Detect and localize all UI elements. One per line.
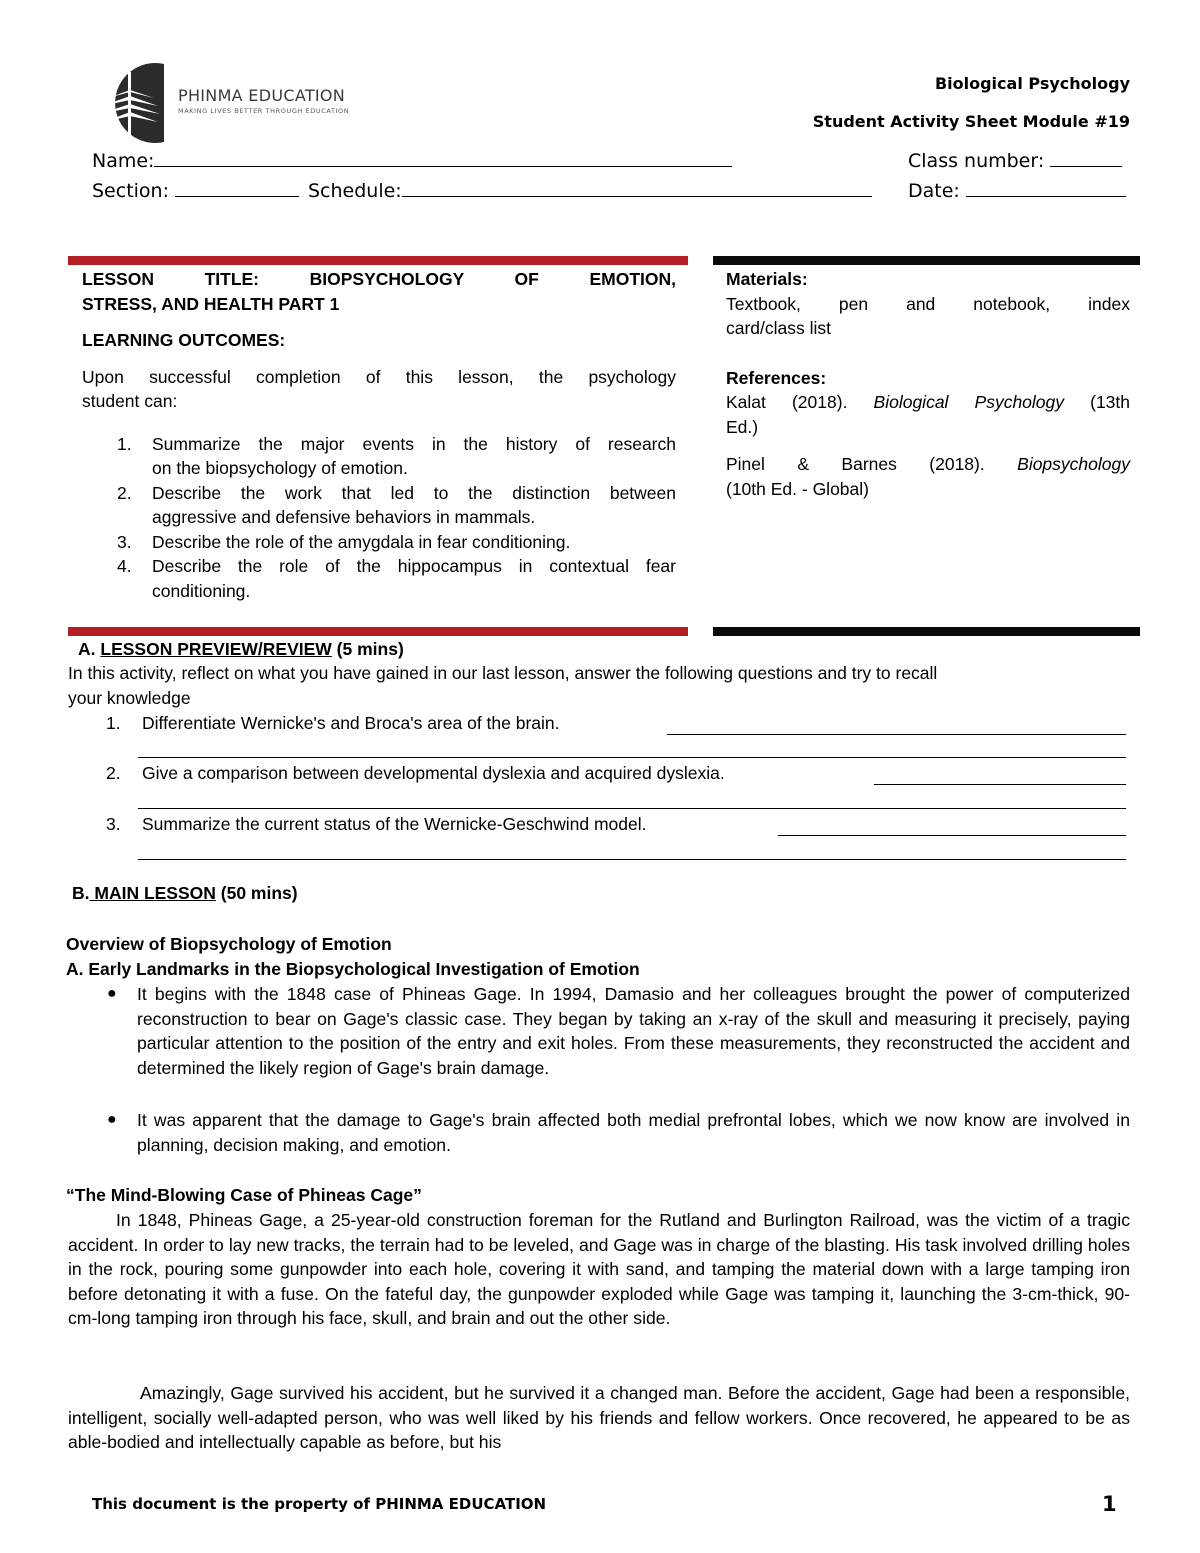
question-2 [106, 763, 725, 784]
class-number-label: Class number: [908, 150, 1045, 172]
course-title: Biological Psychology [934, 74, 1130, 93]
page-number: 1 [1102, 1492, 1117, 1516]
answer-line[interactable] [138, 859, 1126, 860]
section-line [175, 178, 299, 197]
right-top-bar [713, 256, 1140, 265]
reference-1 [726, 390, 1130, 415]
left-top-bar [68, 256, 688, 265]
name-line [154, 148, 732, 167]
outcome-item [82, 481, 676, 530]
footer-text: This document is the property of PHINMA EDUCATION [92, 1495, 547, 1513]
right-bottom-bar [713, 627, 1140, 636]
outcomes-list [82, 432, 676, 604]
phinma-logo [94, 62, 164, 144]
overview-heading: Overview of Biopsychology of Emotion [66, 934, 392, 954]
case-paragraph-1: In 1848, Phineas Gage, a 25-year-old construction foreman for the Rutland and Burlington Railroad, was the victim of a tragic accident. In order to lay new tracks, the terrain had to be leveled, and Gage was in charge of the blasting. His task involved drilling holes in the rock, pouring some gunpowder into each hole, covering it with sand, and tamping the material down with a large tamping iron before detonating it with a fuse. On the fateful day, the gunpowder exploded while Gage was tamping it, launching the 3-cm-thick, 90-cm-long tamping iron through his face, skull, and brain and out the other side. [68, 1210, 1130, 1328]
outcome-num: 3. [117, 531, 132, 552]
outcome-num: 2. [117, 482, 132, 503]
lesson-title-line1: LESSON TITLE: BIOPSYCHOLOGY OF EMOTION, [82, 269, 676, 289]
section-a-letter: A. [78, 639, 101, 659]
schedule-field[interactable] [308, 178, 872, 202]
outcome-text: Summarize the major events in the history of research [152, 433, 676, 454]
ref2-title: Biopsychology [1017, 454, 1130, 474]
section-b-heading [72, 881, 298, 906]
question-text: Give a comparison between developmental dyslexia and acquired dyslexia. [142, 763, 725, 783]
section-a-heading [78, 637, 404, 662]
schedule-label: Schedule: [308, 180, 402, 202]
class-number-line [1050, 148, 1122, 167]
outcome-num: 4. [117, 556, 132, 576]
section-a-intro-line1: In this activity, reflect on what you have gained in our last lesson, answer the following questions and try to recall [68, 663, 938, 683]
lesson-title-line2: STRESS, AND HEALTH PART 1 [82, 293, 340, 314]
answer-line[interactable] [874, 784, 1126, 785]
section-label: Section: [92, 180, 169, 202]
name-label: Name: [92, 150, 155, 172]
section-b-time: (50 mins) [215, 883, 298, 903]
ref2-author: Pinel & Barnes (2018). [726, 454, 1018, 474]
module-title: Student Activity Sheet Module #19 [812, 112, 1130, 131]
bullet-2: It was apparent that the damage to Gage's brain affected both medial prefrontal lobes, which we now know are involved in planning, decision making, and emotion. [137, 1110, 1130, 1155]
outcome-text: Describe the work that led to the distinction between [152, 482, 676, 503]
outcomes-intro-line2: student can: [82, 391, 178, 411]
bullet-dot: ● [107, 985, 117, 1002]
date-label: Date: [908, 180, 960, 202]
date-line [966, 178, 1126, 197]
outcome-num: 1. [117, 433, 132, 454]
org-name: PHINMA EDUCATION [178, 86, 346, 105]
question-num: 3. [106, 814, 121, 834]
ref1-title: Biological Psychology [873, 392, 1065, 412]
bullet-dot: ● [107, 1111, 117, 1128]
question-text: Differentiate Wernicke's and Broca's area of the brain. [142, 713, 560, 733]
class-number-field[interactable] [908, 148, 1122, 172]
materials-box [726, 267, 1130, 501]
left-bottom-bar [68, 627, 688, 636]
ref1-edition: (13th [1064, 392, 1131, 412]
name-field[interactable] [92, 148, 732, 172]
outcome-item [82, 530, 676, 555]
section-a-intro-line2: your knowledge [68, 687, 191, 708]
case-paragraph-2: Amazingly, Gage survived his accident, but he survived it a changed man. Before the accident, Gage had been a responsible, intelligent, socially well-adapted person, who was well liked by his friends and fellow workers. Once recovered, he appeared to be as able-bodied and intellectually capable as before, but his [68, 1383, 1130, 1452]
outcome-text-cont: on the biopsychology of emotion. [152, 458, 408, 478]
references-heading: References: [726, 367, 827, 388]
answer-line[interactable] [778, 835, 1126, 836]
section-b-title: MAIN LESSON [89, 883, 216, 903]
materials-line2: card/class list [726, 318, 832, 338]
section-field[interactable] [92, 178, 299, 202]
outcome-item [82, 432, 676, 481]
question-num: 1. [106, 713, 121, 733]
materials-line1: Textbook, pen and notebook, index [726, 293, 1130, 314]
ref1-author: Kalat (2018). [726, 392, 874, 412]
answer-line[interactable] [138, 757, 1126, 758]
schedule-line [402, 178, 872, 197]
reference-1-cont: Ed.) [726, 416, 759, 437]
lesson-box [82, 267, 676, 603]
outcomes-heading: LEARNING OUTCOMES: [82, 330, 286, 350]
outcome-item [82, 554, 676, 603]
answer-line[interactable] [667, 734, 1126, 735]
question-text: Summarize the current status of the Wernicke-Geschwind model. [142, 814, 647, 834]
section-a-title: LESSON PREVIEW/REVIEW [100, 639, 332, 659]
reference-2 [726, 452, 1130, 477]
outcomes-intro-line1: Upon successful completion of this lesson, the psychology [82, 366, 676, 387]
reference-2-cont: (10th Ed. - Global) [726, 478, 869, 499]
section-b-letter: B. [72, 883, 90, 903]
date-field[interactable] [908, 178, 1126, 202]
question-num: 2. [106, 763, 121, 783]
question-1 [106, 713, 560, 734]
bullet-1: It begins with the 1848 case of Phineas Gage. In 1994, Damasio and her colleagues brought the power of computerized reconstruction to bear on Gage's classic case. They began by taking an x-ray of the skull and measuring it precisely, paying particular attention to the position of the entry and exit holes. From these measurements, they reconstructed the accident and determined the likely region of Gage's brain damage. [137, 984, 1130, 1078]
outcome-text: Describe the role of the hippocampus in contextual fear [152, 556, 676, 576]
case-title: “The Mind-Blowing Case of Phineas Cage” [66, 1185, 422, 1205]
question-3 [106, 814, 647, 835]
org-tagline: MAKING LIVES BETTER THROUGH EDUCATION [178, 107, 350, 115]
materials-heading: Materials: [726, 269, 808, 289]
subheading-a: A. Early Landmarks in the Biopsychological Investigation of Emotion [66, 959, 640, 979]
section-a-time: (5 mins) [331, 639, 404, 659]
answer-line[interactable] [138, 808, 1126, 809]
section-a-intro [68, 661, 1130, 710]
outcome-text-cont: aggressive and defensive behaviors in mammals. [152, 507, 536, 527]
outcome-text-cont: conditioning. [152, 580, 251, 601]
outcome-text: Describe the role of the amygdala in fear conditioning. [152, 531, 571, 552]
